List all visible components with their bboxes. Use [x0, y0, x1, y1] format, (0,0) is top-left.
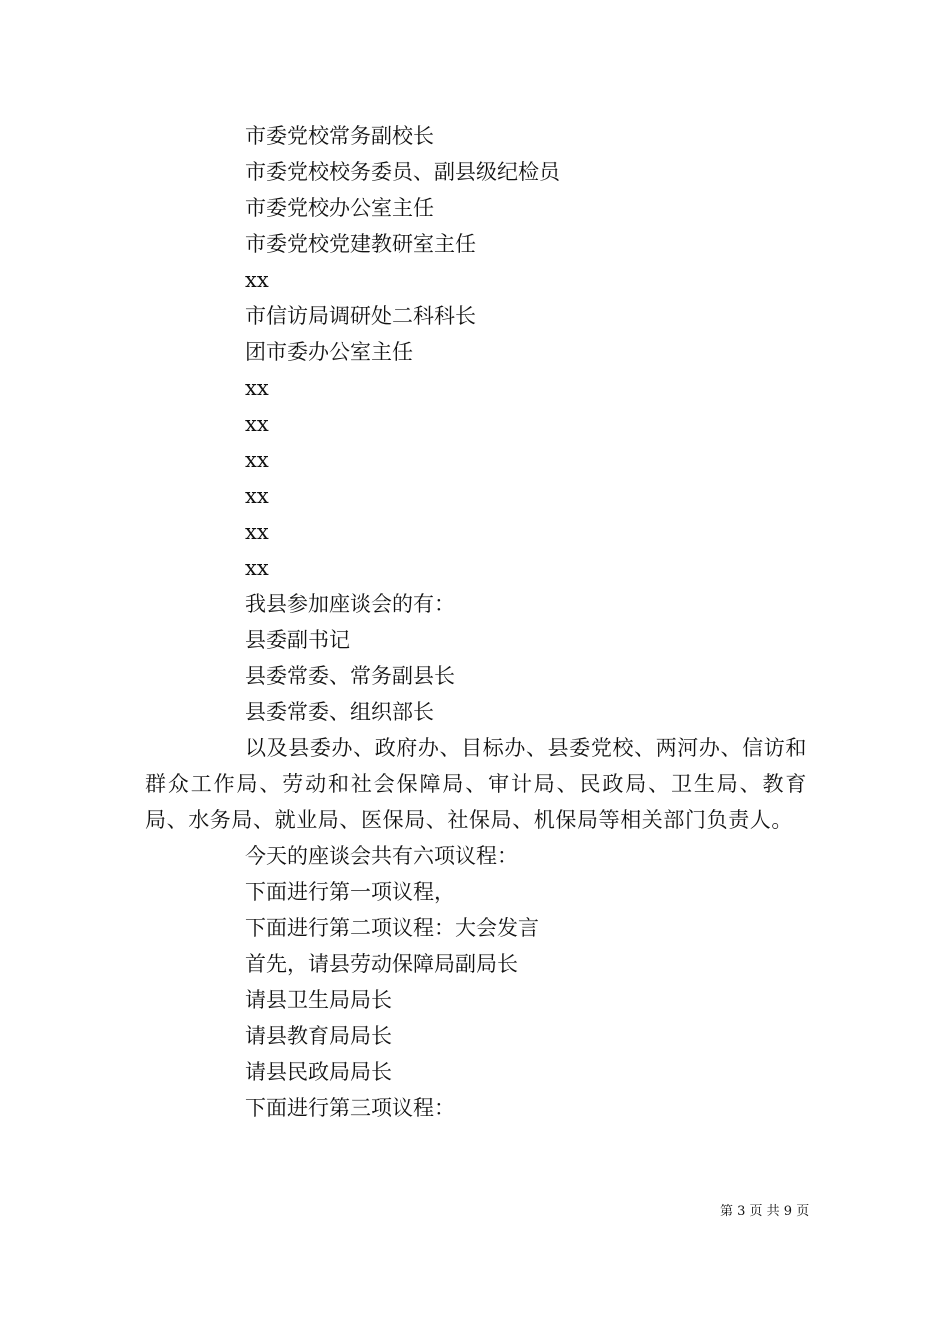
document-body: [145, 118, 807, 1126]
text-line: 下面进行第二项议程：大会发言: [245, 916, 539, 940]
text-line: 市信访局调研处二科科长: [245, 304, 476, 328]
text-line: xx: [245, 448, 269, 472]
text-line: 我县参加座谈会的有：: [245, 592, 455, 616]
text-line: 请县卫生局局长: [245, 988, 392, 1012]
text-line: 今天的座谈会共有六项议程：: [245, 844, 518, 868]
text-line: 市委党校校务委员、副县级纪检员: [245, 160, 560, 184]
text-line: xx: [245, 412, 269, 436]
text-line: 请县教育局局长: [245, 1024, 392, 1048]
text-line: 县委副书记: [245, 628, 350, 652]
page-number: 第 3 页 共 9 页: [720, 1204, 810, 1219]
text-line: 首先，请县劳动保障局副局长: [245, 952, 518, 976]
text-line: 市委党校党建教研室主任: [245, 232, 476, 256]
text-line: 团市委办公室主任: [245, 340, 413, 364]
text-line: 县委常委、常务副县长: [245, 664, 455, 688]
text-line: 请县民政局局长: [245, 1060, 392, 1084]
text-line: 市委党校常务副校长: [245, 124, 434, 148]
text-line: xx: [245, 520, 269, 544]
text-line: xx: [245, 484, 269, 508]
text-line: xx: [245, 268, 269, 292]
text-line: xx: [245, 376, 269, 400]
text-line: xx: [245, 556, 269, 580]
text-line: 县委常委、组织部长: [245, 700, 434, 724]
text-line: 下面进行第三项议程：: [245, 1096, 455, 1120]
attendees-paragraph: 以及县委办、政府办、目标办、县委党校、两河办、信访和群众工作局、劳动和社会保障局、审计局、民政局、卫生局、教育局、水务局、就业局、医保局、社保局、机保局等相关部门负责人。: [145, 736, 807, 832]
text-line: 下面进行第一项议程，: [245, 880, 455, 904]
text-line: 市委党校办公室主任: [245, 196, 434, 220]
